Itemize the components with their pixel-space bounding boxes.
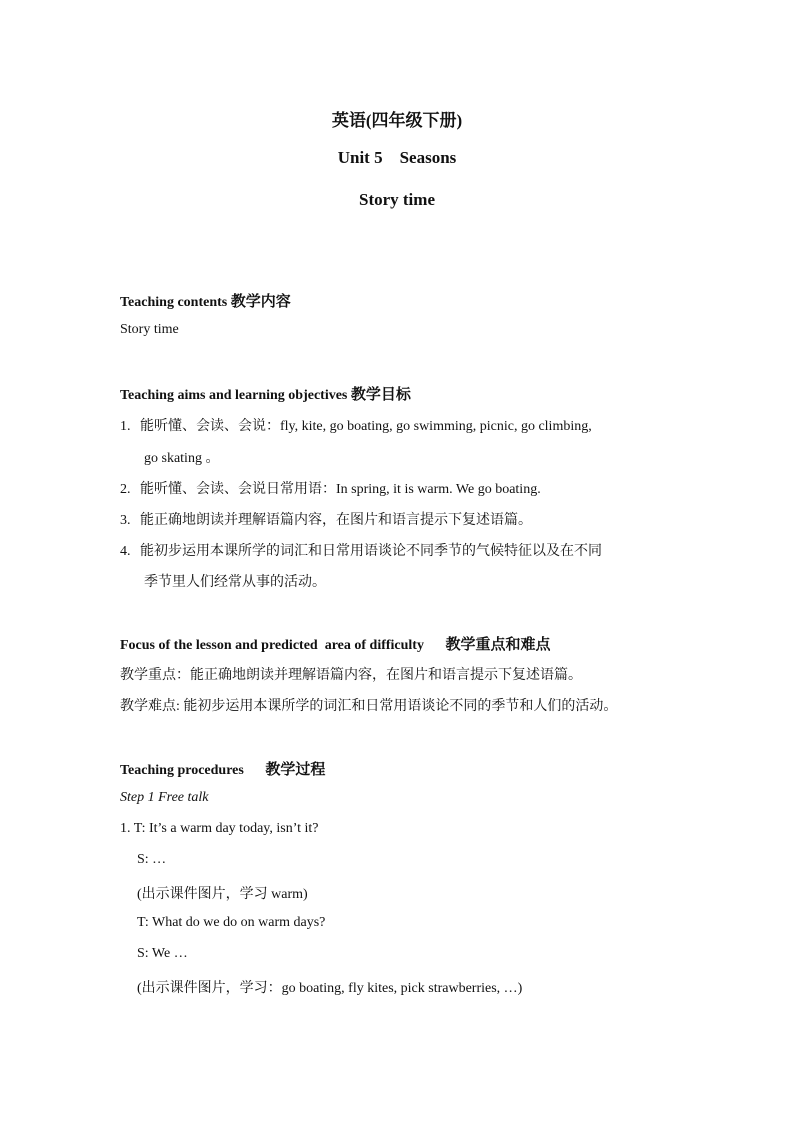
focus-key-point: 教学重点：能正确地朗读并理解语篇内容，在图片和语言提示下复述语篇。 [120, 668, 582, 683]
aim-number: 1. [120, 419, 131, 434]
aims-heading-en: Teaching aims and learning objectives [120, 388, 348, 403]
aim-item-4 [120, 540, 602, 560]
procedure-line-2: S: … [137, 852, 167, 867]
aim-item-3 [120, 509, 532, 529]
aim-number: 2. [120, 482, 131, 497]
aim-text: 能听懂、会读、会说：fly, kite, go boating, go swimming, picnic, go climbing, [140, 419, 592, 434]
procedures-heading-cn: 教学过程 [265, 762, 326, 778]
aim-item-1 [120, 415, 592, 435]
procedure-line-4: T: What do we do on warm days? [137, 915, 326, 930]
aims-heading-cn: 教学目标 [350, 387, 411, 403]
procedure-line-5: S: We … [137, 946, 188, 961]
procedures-heading [120, 758, 325, 779]
aim-item-2 [120, 478, 541, 498]
procedure-line-3: (出示课件图片，学习 warm) [137, 887, 308, 902]
aim-text: 能听懂、会读、会说日常用语：In spring, it is warm. We go boating. [140, 482, 541, 497]
procedure-line-6: (出示课件图片，学习：go boating, fly kites, pick strawberries, …) [137, 981, 523, 996]
aim-number: 3. [120, 513, 131, 528]
contents-heading [120, 290, 291, 311]
procedures-heading-en: Teaching procedures [120, 763, 244, 778]
aim-item-4-continued: 季节里人们经常从事的活动。 [144, 575, 326, 590]
aim-text: 能正确地朗读并理解语篇内容，在图片和语言提示下复述语篇。 [140, 513, 532, 528]
aim-text: 能初步运用本课所学的词汇和日常用语谈论不同季节的气候特征以及在不同 [140, 544, 602, 559]
aims-heading [120, 383, 411, 404]
focus-heading-cn: 教学重点和难点 [445, 637, 551, 653]
book-title: 英语(四年级下册) [331, 111, 463, 130]
contents-heading-cn: 教学内容 [230, 294, 291, 310]
unit-title: Unit 5 Seasons [337, 148, 457, 167]
contents-body: Story time [120, 322, 179, 337]
focus-heading-en: Focus of the lesson and predicted area of difficulty [120, 638, 424, 653]
step-1-title: Step 1 Free talk [120, 790, 209, 805]
lesson-title: Story time [358, 190, 435, 209]
aim-number: 4. [120, 544, 131, 559]
focus-difficulty: 教学难点: 能初步运用本课所学的词汇和日常用语谈论不同的季节和人们的活动。 [120, 699, 618, 714]
focus-heading [120, 633, 551, 654]
aim-item-1-continued: go skating 。 [144, 451, 220, 466]
contents-heading-en: Teaching contents [120, 295, 228, 310]
procedure-line-1: 1. T: It’s a warm day today, isn’t it? [120, 821, 319, 836]
